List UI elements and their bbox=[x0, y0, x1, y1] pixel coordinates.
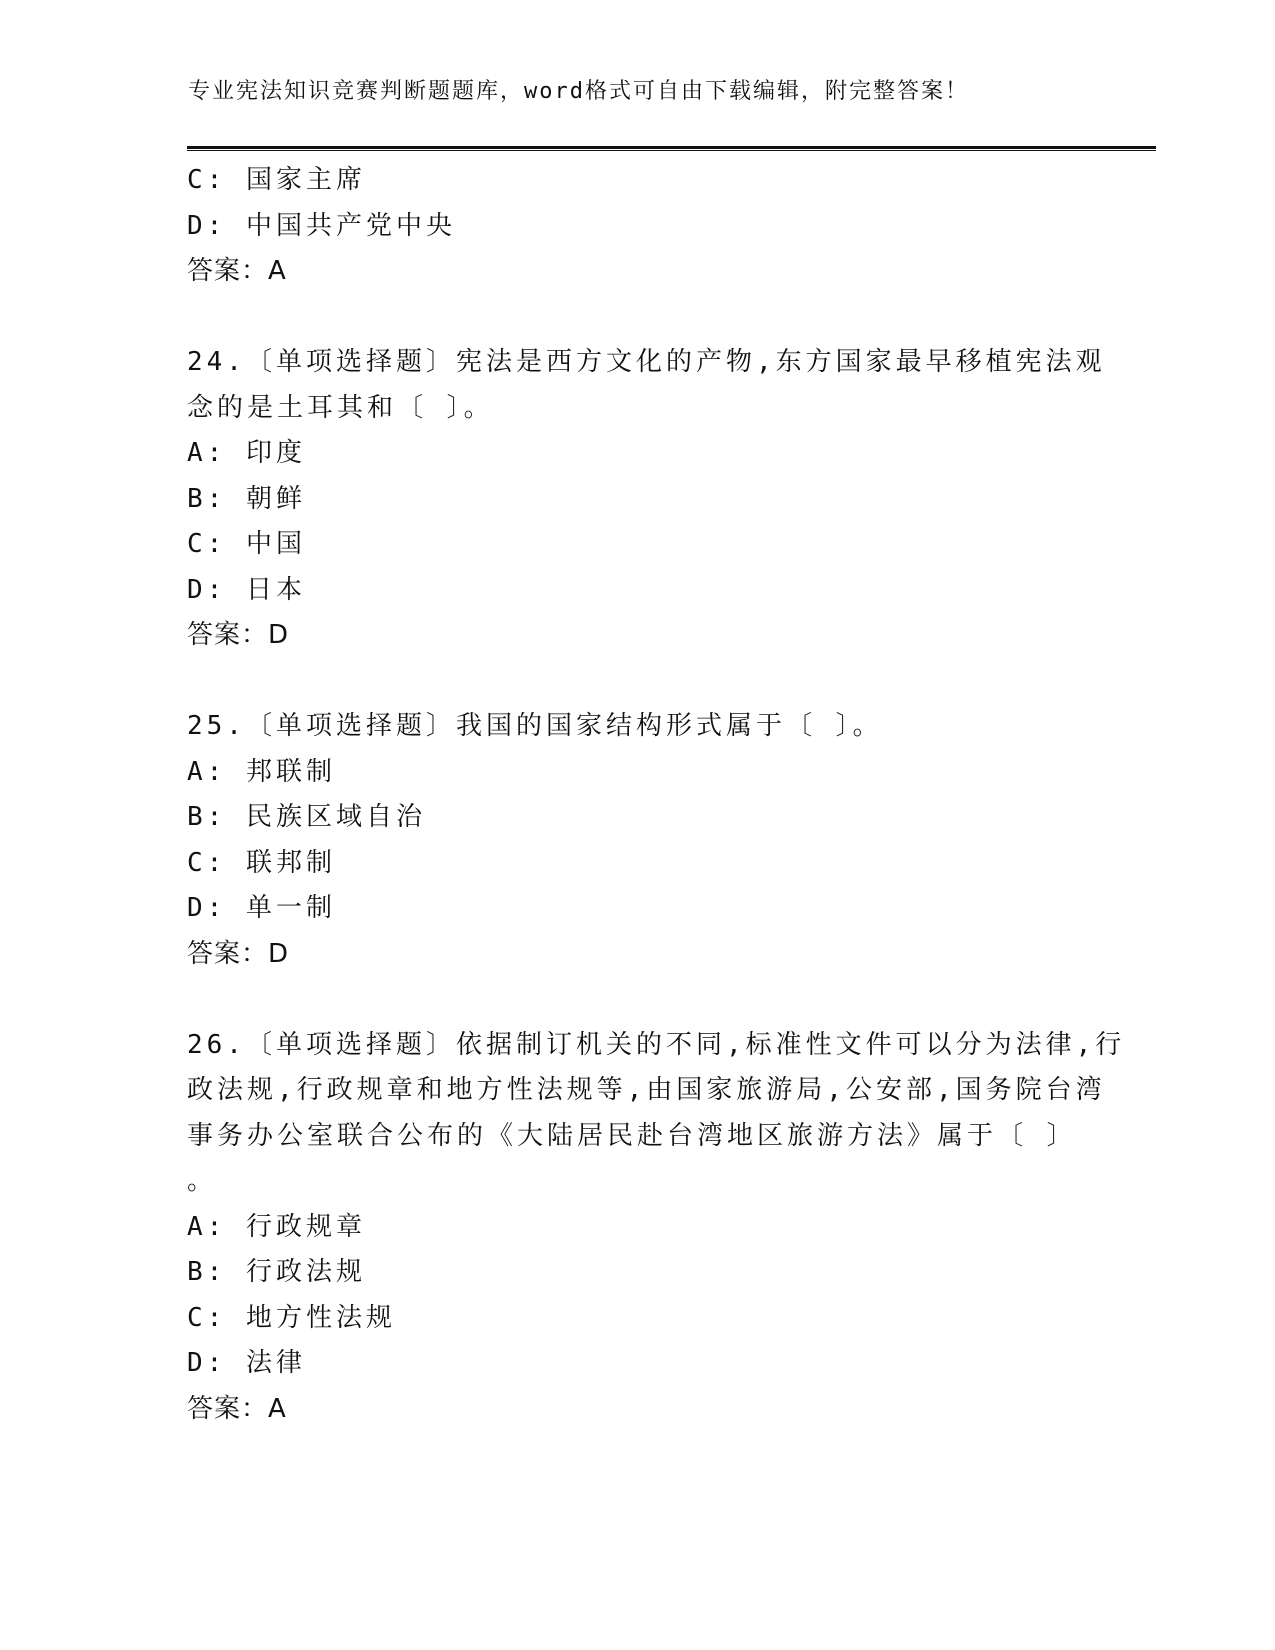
answer: 答案：D bbox=[187, 620, 290, 650]
question-25 bbox=[187, 704, 1087, 977]
question-24 bbox=[187, 340, 1106, 659]
option-d: D: 法律 bbox=[187, 1348, 306, 1378]
question-stem-line: 念的是土耳其和〔 〕。 bbox=[187, 392, 494, 423]
option-a: A: 邦联制 bbox=[187, 756, 336, 787]
spacer bbox=[187, 977, 1087, 1023]
prev-question-block bbox=[187, 158, 1087, 295]
answer: 答案：A bbox=[187, 1393, 287, 1424]
option-d: D: 日本 bbox=[187, 574, 306, 605]
option-d: D: 中国共产党中央 bbox=[187, 210, 456, 241]
question-stem-line: 25.〔单项选择题〕我国的国家结构形式属于〔 〕。 bbox=[187, 711, 883, 741]
option-a: A: 行政规章 bbox=[187, 1211, 366, 1242]
option-b: B: 朝鲜 bbox=[187, 483, 306, 514]
page-header: 专业宪法知识竞赛判断题题库，word格式可自由下载编辑，附完整答案！ bbox=[188, 79, 969, 104]
question-list bbox=[187, 158, 1126, 1432]
question-stem-line: 政法规,行政规章和地方性法规等,由国家旅游局,公安部,国务院台湾 bbox=[187, 1075, 1106, 1105]
spacer bbox=[187, 295, 1087, 341]
option-d: D: 单一制 bbox=[187, 893, 336, 923]
option-c: C: 地方性法规 bbox=[187, 1302, 396, 1333]
answer: 答案：A bbox=[187, 256, 287, 286]
option-b: B: 民族区域自治 bbox=[187, 802, 426, 832]
question-26 bbox=[187, 1023, 1126, 1433]
spacer bbox=[187, 659, 1087, 705]
question-stem-line: 。 bbox=[187, 1166, 218, 1196]
option-c: C: 国家主席 bbox=[187, 165, 366, 195]
option-b: B: 行政法规 bbox=[187, 1257, 366, 1287]
question-stem-line: 26.〔单项选择题〕依据制订机关的不同,标准性文件可以分为法律,行 bbox=[187, 1029, 1126, 1060]
option-c: C: 中国 bbox=[187, 529, 306, 559]
question-stem-line: 事务办公室联合公布的《大陆居民赴台湾地区旅游方法》属于〔 〕 bbox=[187, 1120, 1077, 1151]
answer: 答案：D bbox=[187, 938, 290, 969]
question-stem-line: 24.〔单项选择题〕宪法是西方文化的产物,东方国家最早移植宪法观 bbox=[187, 347, 1106, 377]
header-rule bbox=[187, 146, 1156, 151]
option-a: A: 印度 bbox=[187, 438, 306, 468]
option-c: C: 联邦制 bbox=[187, 847, 336, 878]
